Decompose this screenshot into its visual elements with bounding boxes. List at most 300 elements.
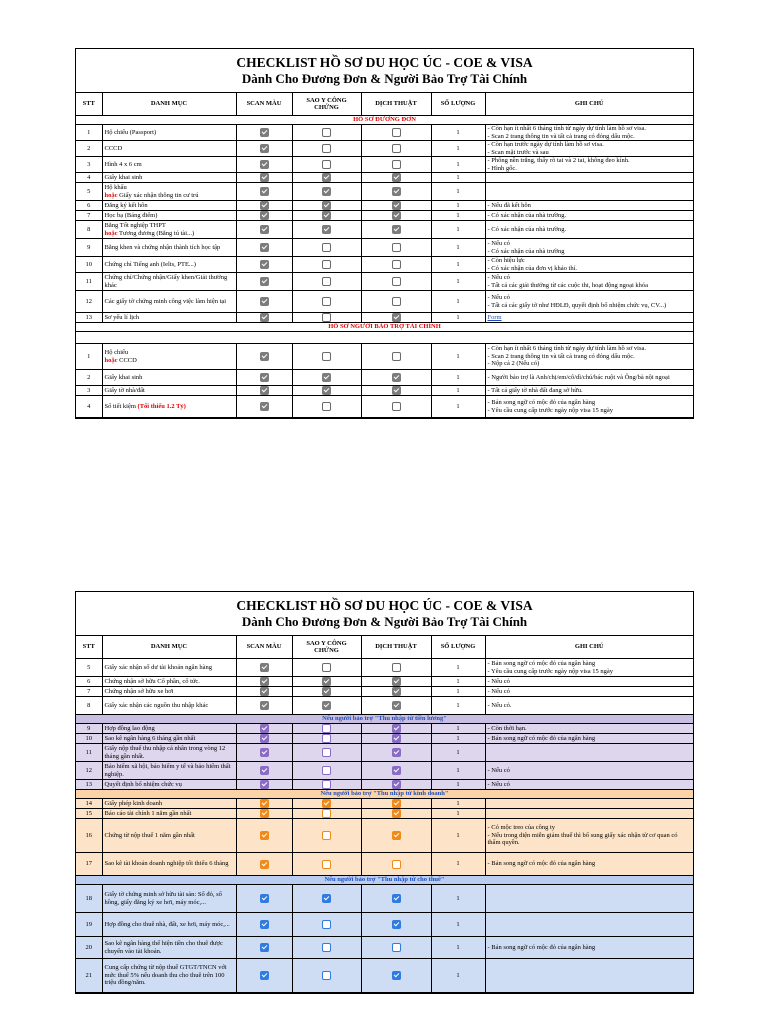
- cell-scan: [236, 386, 292, 396]
- scan-checkbox[interactable]: [260, 766, 269, 775]
- row-item: [102, 257, 236, 273]
- scan-checkbox[interactable]: [260, 201, 269, 210]
- note-line: - Bản song ngữ có mộc đỏ của ngân hàng: [487, 860, 596, 868]
- scan-checkbox[interactable]: [260, 809, 269, 818]
- row-item: [102, 125, 236, 141]
- cell-translate: [361, 937, 431, 959]
- row-note: [485, 273, 693, 291]
- note-line: - Tất cả các giải thưởng từ các cuộc thi, hoạt động ngoại khóa: [487, 281, 649, 289]
- scan-checkbox[interactable]: [260, 724, 269, 733]
- notary-checkbox[interactable]: [322, 173, 331, 182]
- form-link[interactable]: Form: [487, 313, 502, 321]
- table-row: [76, 273, 693, 291]
- scan-checkbox[interactable]: [260, 313, 269, 322]
- row-qty: 1: [431, 659, 485, 677]
- translate-checkbox[interactable]: [392, 386, 401, 395]
- row-qty: 1: [431, 201, 485, 211]
- translate-checkbox[interactable]: [392, 160, 401, 169]
- notary-checkbox[interactable]: [322, 297, 331, 306]
- row-item: [102, 211, 236, 221]
- row-qty: 1: [431, 221, 485, 239]
- translate-checkbox[interactable]: [392, 187, 401, 196]
- note-line: - Bản song ngữ có mộc đỏ của ngân hàng: [487, 943, 596, 951]
- col-note: GHI CHÚ: [485, 636, 693, 659]
- scan-checkbox[interactable]: [260, 260, 269, 269]
- notary-checkbox[interactable]: [322, 402, 331, 411]
- row-qty: 1: [431, 183, 485, 201]
- cell-translate: [361, 211, 431, 221]
- row-qty: 1: [431, 724, 485, 734]
- cell-translate: [361, 157, 431, 173]
- notary-checkbox[interactable]: [322, 799, 331, 808]
- translate-checkbox[interactable]: [392, 373, 401, 382]
- translate-checkbox[interactable]: [392, 831, 401, 840]
- notary-checkbox[interactable]: [322, 766, 331, 775]
- item-label: Bảo hiểm xã hội, bảo hiểm y tế và bảo hiểm thất nghiệp.: [104, 763, 231, 778]
- scan-checkbox[interactable]: [260, 352, 269, 361]
- cell-notary: [292, 913, 361, 937]
- cell-notary: [292, 370, 361, 386]
- scan-checkbox[interactable]: [260, 734, 269, 743]
- row-item: [102, 799, 236, 809]
- table-row: [76, 183, 693, 201]
- scan-checkbox[interactable]: [260, 211, 269, 220]
- row-note: [485, 386, 693, 396]
- row-note: [485, 809, 693, 819]
- row-note: [485, 959, 693, 993]
- table-row: [76, 744, 693, 762]
- translate-checkbox[interactable]: [392, 734, 401, 743]
- item-or: hoặc: [104, 191, 118, 199]
- scan-checkbox[interactable]: [260, 402, 269, 411]
- item-label: Chứng nhận sở hữu Cổ phần, cổ tức.: [104, 677, 200, 685]
- checklist-sheet-1: [75, 48, 694, 419]
- scan-checkbox[interactable]: [260, 386, 269, 395]
- spacer-row: [76, 332, 693, 344]
- cell-translate: [361, 659, 431, 677]
- row-note: [485, 937, 693, 959]
- table-row: [76, 239, 693, 257]
- note-line: - Nếu có: [487, 274, 510, 281]
- table-row: [76, 724, 693, 734]
- scan-checkbox[interactable]: [260, 920, 269, 929]
- translate-checkbox[interactable]: [392, 243, 401, 252]
- item-or: hoặc: [104, 229, 118, 237]
- row-item: [102, 677, 236, 687]
- notary-checkbox[interactable]: [322, 352, 331, 361]
- cell-scan: [236, 659, 292, 677]
- scan-checkbox[interactable]: [260, 277, 269, 286]
- notary-checkbox[interactable]: [322, 831, 331, 840]
- table-row: [76, 913, 693, 937]
- translate-checkbox[interactable]: [392, 173, 401, 182]
- translate-checkbox[interactable]: [392, 144, 401, 153]
- cell-scan: [236, 724, 292, 734]
- row-note: [485, 734, 693, 744]
- cell-scan: [236, 157, 292, 173]
- table-row: [76, 141, 693, 157]
- translate-checkbox[interactable]: [392, 971, 401, 980]
- notary-checkbox[interactable]: [322, 211, 331, 220]
- notary-checkbox[interactable]: [322, 663, 331, 672]
- note-line: - Nếu có: [487, 780, 510, 788]
- cell-translate: [361, 697, 431, 715]
- item-label: Quyết định bổ nhiệm chức vụ: [104, 780, 182, 788]
- row-qty: 1: [431, 173, 485, 183]
- row-note: [485, 744, 693, 762]
- row-note: [485, 239, 693, 257]
- notary-checkbox[interactable]: [322, 748, 331, 757]
- title-block-2: [76, 592, 693, 636]
- row-note: [485, 724, 693, 734]
- row-item: [102, 313, 236, 323]
- translate-checkbox[interactable]: [392, 724, 401, 733]
- note-line: - Scan 2 trang thông tin và tất cả trang có đóng dấu mộc.: [487, 352, 635, 360]
- note-line: - Có xác nhận của nhà trường.: [487, 211, 567, 219]
- notary-checkbox[interactable]: [322, 277, 331, 286]
- translate-checkbox[interactable]: [392, 809, 401, 818]
- item-label: Hộ khẩu: [104, 184, 127, 191]
- table-row: [76, 313, 693, 323]
- item-label: Chứng từ nộp thuế 1 năm gần nhất: [104, 831, 195, 839]
- cell-scan: [236, 183, 292, 201]
- scan-checkbox[interactable]: [260, 677, 269, 686]
- row-stt: 5: [76, 659, 102, 677]
- cell-notary: [292, 141, 361, 157]
- notary-checkbox[interactable]: [322, 971, 331, 980]
- row-qty: 1: [431, 257, 485, 273]
- notary-checkbox[interactable]: [322, 860, 331, 869]
- row-note: [485, 677, 693, 687]
- scan-checkbox[interactable]: [260, 297, 269, 306]
- table-row: [76, 799, 693, 809]
- scan-checkbox[interactable]: [260, 128, 269, 137]
- scan-checkbox[interactable]: [260, 780, 269, 789]
- row-note: [485, 853, 693, 876]
- row-note: [485, 125, 693, 141]
- cell-notary: [292, 386, 361, 396]
- translate-checkbox[interactable]: [392, 766, 401, 775]
- col-qty: SỐ LƯỢNG: [431, 636, 485, 659]
- row-item: [102, 697, 236, 715]
- table-row: [76, 221, 693, 239]
- col-notary: SAO Y CÔNG CHỨNG: [292, 93, 361, 116]
- cell-translate: [361, 273, 431, 291]
- cell-scan: [236, 396, 292, 418]
- col-stt: STT: [76, 93, 102, 116]
- cell-translate: [361, 125, 431, 141]
- item-label: Sao kê tài khoản doanh nghiệp tối thiểu 6 tháng: [104, 860, 229, 868]
- translate-checkbox[interactable]: [392, 894, 401, 903]
- cell-notary: [292, 125, 361, 141]
- cell-notary: [292, 780, 361, 790]
- translate-checkbox[interactable]: [392, 402, 401, 411]
- row-qty: 1: [431, 386, 485, 396]
- notary-checkbox[interactable]: [322, 809, 331, 818]
- row-item: [102, 273, 236, 291]
- note-line: - Tất cả giấy tờ nhà đất đang sở hữu.: [487, 386, 583, 394]
- row-qty: 1: [431, 273, 485, 291]
- item-min-amount: (Tối thiểu 1.2 Tỷ): [137, 402, 186, 410]
- table-row: [76, 697, 693, 715]
- sponsor-rows: [76, 344, 693, 418]
- item-label: Hộ chiếu (Passport): [104, 128, 157, 136]
- row-item: [102, 239, 236, 257]
- checklist-table-2: [76, 636, 693, 993]
- row-note: [485, 762, 693, 780]
- cell-translate: [361, 386, 431, 396]
- cell-scan: [236, 173, 292, 183]
- translate-checkbox[interactable]: [392, 211, 401, 220]
- scan-checkbox[interactable]: [260, 160, 269, 169]
- cell-scan: [236, 697, 292, 715]
- scan-checkbox[interactable]: [260, 144, 269, 153]
- row-stt: 21: [76, 959, 102, 993]
- rent-rows: [76, 885, 693, 993]
- cell-notary: [292, 313, 361, 323]
- notary-checkbox[interactable]: [322, 313, 331, 322]
- row-stt: 6: [76, 201, 102, 211]
- translate-checkbox[interactable]: [392, 297, 401, 306]
- row-stt: 12: [76, 291, 102, 313]
- cell-notary: [292, 344, 361, 370]
- translate-checkbox[interactable]: [392, 860, 401, 869]
- row-stt: 18: [76, 885, 102, 913]
- scan-checkbox[interactable]: [260, 701, 269, 710]
- cell-notary: [292, 744, 361, 762]
- row-item: [102, 809, 236, 819]
- row-stt: 16: [76, 819, 102, 853]
- table-row: [76, 257, 693, 273]
- cell-scan: [236, 687, 292, 697]
- scan-checkbox[interactable]: [260, 663, 269, 672]
- note-line: - Còn hiệu lực: [487, 257, 525, 264]
- translate-checkbox[interactable]: [392, 943, 401, 952]
- row-note: [485, 780, 693, 790]
- note-line: - Có xác nhận của đơn vị khảo thí.: [487, 264, 578, 272]
- cell-scan: [236, 762, 292, 780]
- notary-checkbox[interactable]: [322, 160, 331, 169]
- cell-notary: [292, 799, 361, 809]
- col-note: GHI CHÚ: [485, 93, 693, 116]
- translate-checkbox[interactable]: [392, 277, 401, 286]
- translate-checkbox[interactable]: [392, 225, 401, 234]
- row-stt: 2: [76, 141, 102, 157]
- row-qty: 1: [431, 141, 485, 157]
- cell-scan: [236, 734, 292, 744]
- translate-checkbox[interactable]: [392, 260, 401, 269]
- notary-checkbox[interactable]: [322, 701, 331, 710]
- cell-notary: [292, 687, 361, 697]
- notary-checkbox[interactable]: [322, 128, 331, 137]
- row-note: [485, 173, 693, 183]
- table-row: [76, 659, 693, 677]
- row-qty: 1: [431, 734, 485, 744]
- row-item: [102, 762, 236, 780]
- notary-checkbox[interactable]: [322, 373, 331, 382]
- scan-checkbox[interactable]: [260, 894, 269, 903]
- table-row: [76, 885, 693, 913]
- table-row: [76, 344, 693, 370]
- scan-checkbox[interactable]: [260, 373, 269, 382]
- cell-notary: [292, 396, 361, 418]
- row-stt: 8: [76, 697, 102, 715]
- cell-translate: [361, 257, 431, 273]
- translate-checkbox[interactable]: [392, 687, 401, 696]
- notary-checkbox[interactable]: [322, 260, 331, 269]
- translate-checkbox[interactable]: [392, 920, 401, 929]
- cell-translate: [361, 734, 431, 744]
- row-qty: 1: [431, 211, 485, 221]
- scan-checkbox[interactable]: [260, 187, 269, 196]
- cell-scan: [236, 291, 292, 313]
- row-stt: 19: [76, 913, 102, 937]
- cell-translate: [361, 762, 431, 780]
- row-item: [102, 819, 236, 853]
- section-business: Nếu người bảo trợ "Thu nhập từ kinh doanh": [76, 790, 693, 799]
- notary-checkbox[interactable]: [322, 201, 331, 210]
- row-stt: 11: [76, 273, 102, 291]
- translate-checkbox[interactable]: [392, 352, 401, 361]
- cell-notary: [292, 157, 361, 173]
- table-row: [76, 937, 693, 959]
- item-label: Hộ chiếu: [104, 349, 129, 356]
- cell-translate: [361, 687, 431, 697]
- translate-checkbox[interactable]: [392, 313, 401, 322]
- cell-translate: [361, 885, 431, 913]
- note-line: - Còn hạn trước ngày dự tính làm hồ sơ visa.: [487, 141, 604, 148]
- col-scan: SCAN MÀU: [236, 93, 292, 116]
- notary-checkbox[interactable]: [322, 943, 331, 952]
- notary-checkbox[interactable]: [322, 894, 331, 903]
- scan-checkbox[interactable]: [260, 799, 269, 808]
- item-label: Chứng chỉ Tiếng anh (Ielts, PTE...): [104, 260, 196, 268]
- cell-notary: [292, 677, 361, 687]
- row-stt: 15: [76, 809, 102, 819]
- notary-checkbox[interactable]: [322, 187, 331, 196]
- cell-translate: [361, 396, 431, 418]
- cell-scan: [236, 141, 292, 157]
- table-row: [76, 762, 693, 780]
- notary-checkbox[interactable]: [322, 734, 331, 743]
- note-line: - Nếu có: [487, 687, 510, 695]
- cell-scan: [236, 937, 292, 959]
- note-line: - Còn hạn ít nhất 6 tháng tính từ ngày dự tính làm hồ sơ visa.: [487, 125, 647, 132]
- row-stt: 9: [76, 724, 102, 734]
- cell-scan: [236, 201, 292, 211]
- item-label: Giấy xác nhận các nguồn thu nhập khác: [104, 701, 209, 709]
- item-label: Học bạ (Bảng điểm): [104, 211, 158, 219]
- row-note: [485, 157, 693, 173]
- scan-checkbox[interactable]: [260, 860, 269, 869]
- row-stt: 14: [76, 799, 102, 809]
- notary-checkbox[interactable]: [322, 920, 331, 929]
- translate-checkbox[interactable]: [392, 780, 401, 789]
- cell-notary: [292, 885, 361, 913]
- note-line: - Nếu có: [487, 677, 510, 685]
- cell-notary: [292, 937, 361, 959]
- note-line: - Có mộc treo của công ty: [487, 824, 556, 832]
- scan-checkbox[interactable]: [260, 971, 269, 980]
- cell-notary: [292, 273, 361, 291]
- section-salary: Nếu người bảo trợ "Thu nhập từ tiền lương": [76, 715, 693, 724]
- notary-checkbox[interactable]: [322, 780, 331, 789]
- document-subtitle-2: Dành Cho Đương Đơn & Người Bảo Trợ Tài Chính: [241, 614, 528, 629]
- translate-checkbox[interactable]: [392, 701, 401, 710]
- cell-scan: [236, 885, 292, 913]
- notary-checkbox[interactable]: [322, 724, 331, 733]
- note-line: - Nếu có: [487, 240, 510, 247]
- translate-checkbox[interactable]: [392, 799, 401, 808]
- notary-checkbox[interactable]: [322, 225, 331, 234]
- row-qty: 1: [431, 125, 485, 141]
- translate-checkbox[interactable]: [392, 128, 401, 137]
- cell-notary: [292, 697, 361, 715]
- item-alt: Giấy xác nhận thông tin cư trú: [117, 191, 199, 199]
- notary-checkbox[interactable]: [322, 687, 331, 696]
- row-note: [485, 396, 693, 418]
- scan-checkbox[interactable]: [260, 831, 269, 840]
- translate-checkbox[interactable]: [392, 663, 401, 672]
- scan-checkbox[interactable]: [260, 943, 269, 952]
- cell-translate: [361, 809, 431, 819]
- cell-notary: [292, 959, 361, 993]
- scan-checkbox[interactable]: [260, 225, 269, 234]
- note-line: - Yêu cầu cung cấp trước ngày nộp visa 15 ngày: [487, 406, 613, 414]
- row-note: [485, 370, 693, 386]
- notary-checkbox[interactable]: [322, 144, 331, 153]
- item-or: hoặc: [104, 356, 118, 364]
- cell-scan: [236, 273, 292, 291]
- scan-checkbox[interactable]: [260, 687, 269, 696]
- row-note: [485, 885, 693, 913]
- cell-notary: [292, 239, 361, 257]
- cell-scan: [236, 809, 292, 819]
- note-line: - Còn thời hạn.: [487, 724, 527, 732]
- note-line: - Có xác nhận của nhà trường.: [487, 225, 567, 233]
- cell-notary: [292, 173, 361, 183]
- cell-notary: [292, 211, 361, 221]
- note-line: - Nếu có: [487, 766, 510, 774]
- row-qty: 1: [431, 780, 485, 790]
- item-label: Giấy nộp thuế thu nhập cá nhân trong vòng 12 tháng gần nhất.: [104, 745, 226, 760]
- scan-checkbox[interactable]: [260, 173, 269, 182]
- item-label: Bằng Tốt nghiệp THPT: [104, 222, 166, 229]
- cell-scan: [236, 744, 292, 762]
- salary-rows: [76, 724, 693, 790]
- cell-translate: [361, 239, 431, 257]
- note-line: - Nộp cả 2 (Nếu có): [487, 360, 540, 368]
- column-header-row: [76, 93, 693, 116]
- note-line: - Yêu cầu cung cấp trước ngày nộp visa 15 ngày: [487, 667, 613, 675]
- notary-checkbox[interactable]: [322, 243, 331, 252]
- translate-checkbox[interactable]: [392, 201, 401, 210]
- item-label: Chứng nhận sở hữu xe hơi: [104, 687, 174, 695]
- scan-checkbox[interactable]: [260, 748, 269, 757]
- col-notary: SAO Y CÔNG CHỨNG: [292, 636, 361, 659]
- table-row: [76, 173, 693, 183]
- scan-checkbox[interactable]: [260, 243, 269, 252]
- item-label: Sổ tiết kiệm: [104, 402, 138, 410]
- translate-checkbox[interactable]: [392, 677, 401, 686]
- cell-notary: [292, 724, 361, 734]
- applicant-rows: [76, 125, 693, 323]
- notary-checkbox[interactable]: [322, 386, 331, 395]
- translate-checkbox[interactable]: [392, 748, 401, 757]
- notary-checkbox[interactable]: [322, 677, 331, 686]
- cell-scan: [236, 799, 292, 809]
- row-stt: 7: [76, 211, 102, 221]
